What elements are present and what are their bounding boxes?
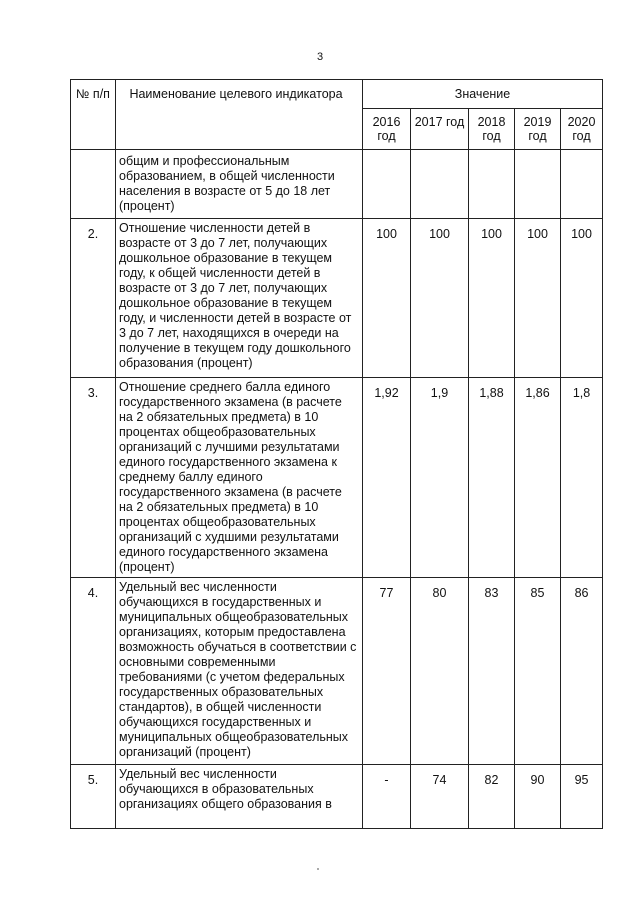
value-2016: [363, 150, 411, 219]
row-number: [71, 150, 116, 219]
value-2020: 100: [561, 219, 603, 378]
header-year-2018: 2018 год: [469, 109, 515, 150]
value-2017: 80: [411, 578, 469, 765]
header-year-2019: 2019 год: [515, 109, 561, 150]
indicator-name: общим и профессиональным образованием, в общей численности населения в возрасте от 5 до 18 лет (процент): [116, 150, 363, 219]
value-2016: 77: [363, 578, 411, 765]
value-2019: 100: [515, 219, 561, 378]
value-2017: 1,9: [411, 378, 469, 578]
value-2020: [561, 150, 603, 219]
value-2018: 1,88: [469, 378, 515, 578]
value-2019: 85: [515, 578, 561, 765]
value-2017: 100: [411, 219, 469, 378]
value-2018: 100: [469, 219, 515, 378]
row-number: 2.: [71, 219, 116, 378]
value-2019: [515, 150, 561, 219]
header-number: № п/п: [71, 80, 116, 150]
value-2019: 90: [515, 765, 561, 829]
table-row: [71, 578, 603, 765]
header-year-2017: 2017 год: [411, 109, 469, 150]
header-year-2020: 2020 год: [561, 109, 603, 150]
value-2018: [469, 150, 515, 219]
header-year-2016: 2016 год: [363, 109, 411, 150]
indicator-name: Удельный вес численности обучающихся в государственных и муниципальных общеобразовательных организациях, которым предоставлена возможность обучаться в соответствии с основными современными требованиями (с учетом федеральных государственных образовательных стандартов), в общей численности обучающихся государственных и муниципальных общеобразовательных организаций (процент): [116, 578, 363, 765]
header-value: Значение: [363, 80, 603, 109]
value-2016: 100: [363, 219, 411, 378]
indicators-table: [70, 79, 603, 829]
table-row: [71, 150, 603, 219]
row-number: 5.: [71, 765, 116, 829]
row-number: 4.: [71, 578, 116, 765]
page-number: 3: [316, 51, 324, 63]
table-header-row: [71, 80, 603, 109]
value-2017: 74: [411, 765, 469, 829]
table-row: [71, 765, 603, 829]
value-2016: 1,92: [363, 378, 411, 578]
header-indicator-name: Наименование целевого индикатора: [116, 80, 363, 150]
value-2018: 82: [469, 765, 515, 829]
value-2020: 95: [561, 765, 603, 829]
table-row: [71, 378, 603, 578]
value-2020: 1,8: [561, 378, 603, 578]
row-number: 3.: [71, 378, 116, 578]
indicator-name: Удельный вес численности обучающихся в образовательных организациях общего образования в: [116, 765, 363, 829]
value-2016: -: [363, 765, 411, 829]
indicator-name: Отношение численности детей в возрасте от 3 до 7 лет, получающих дошкольное образование в текущем году, к общей численности детей в возрасте от 3 до 7 лет, получающих дошкольное образование в текущем году, и численности детей в возрасте от 3 до 7 лет, находящихся в очереди на получение в текущем году дошкольного образования (процент): [116, 219, 363, 378]
scan-speck: [317, 868, 319, 870]
value-2017: [411, 150, 469, 219]
value-2019: 1,86: [515, 378, 561, 578]
table-row: [71, 219, 603, 378]
value-2018: 83: [469, 578, 515, 765]
value-2020: 86: [561, 578, 603, 765]
indicator-name: Отношение среднего балла единого государственного экзамена (в расчете на 2 обязательных предмета) в 10 процентах общеобразовательных организаций с лучшими результатами единого государственного экзамена к среднему баллу единого государственного экзамена (в расчете на 2 обязательных предмета) в 10 процентах общеобразовательных организаций с худшими результатами единого государственного экзамена (процент): [116, 378, 363, 578]
